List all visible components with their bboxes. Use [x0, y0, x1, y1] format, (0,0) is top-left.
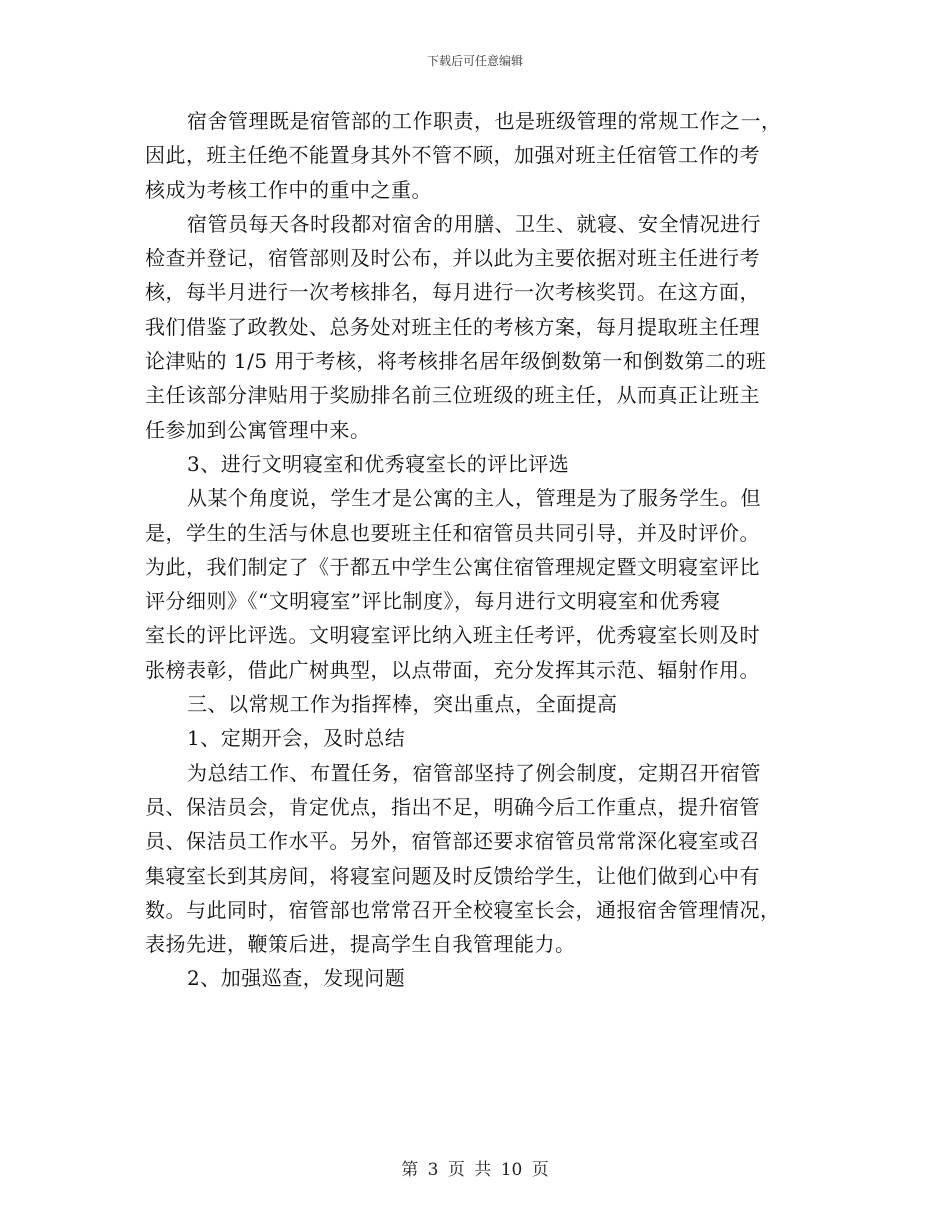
text-line: 任参加到公寓管理中来。 [145, 417, 371, 442]
text-line: 我们借鉴了政教处、总务处对班主任的考核方案，每月提取班主任理 [145, 314, 760, 339]
text-line: 员、保洁员会，肯定优点，指出不足，明确今后工作重点，提升宿管 [145, 794, 760, 819]
text-line: 从某个角度说，学生才是公寓的主人，管理是为了服务学生。但 [187, 486, 761, 511]
text-line: 三、以常规工作为指挥棒，突出重点，全面提高 [187, 692, 618, 717]
text-line: 2、加强巡查，发现问题 [187, 966, 406, 991]
page-header-note: 下载后可任意编辑 [426, 54, 523, 68]
text-line: 检查并登记，宿管部则及时公布，并以此为主要依据对班主任进行考 [145, 246, 760, 271]
document-body [145, 104, 805, 996]
text-line: 表扬先进，鞭策后进，提高学生自我管理能力。 [145, 932, 576, 957]
text-line: 为此，我们制定了《于都五中学生公寓住宿管理规定暨文明寝室评比 [145, 554, 760, 579]
text-line: 员、保洁员工作水平。另外，宿管部还要求宿管员常常深化寝室或召 [145, 829, 760, 854]
text-line: 1、定期开会，及时总结 [187, 726, 406, 751]
text-line: 因此，班主任绝不能置身其外不管不顾，加强对班主任宿管工作的考 [145, 143, 760, 168]
text-line: 张榜表彰，借此广树典型，以点带面，充分发挥其示范、辐射作用。 [145, 657, 760, 682]
text-line: 宿管员每天各时段都对宿舍的用膳、卫生、就寝、安全情况进行 [187, 211, 761, 236]
text-line: 集寝室长到其房间，将寝室问题及时反馈给学生，让他们做到心中有 [145, 863, 760, 888]
text-line: 论津贴的 1/5 用于考核，将考核排名居年级倒数第一和倒数第二的班 [145, 349, 767, 374]
page-number-footer: 第 3 页 共 10 页 [401, 1160, 549, 1180]
text-line: 3、进行文明寝室和优秀寝室长的评比评选 [187, 451, 570, 476]
text-line: 核，每半月进行一次考核排名，每月进行一次考核奖罚。在这方面， [145, 280, 760, 305]
text-line: 核成为考核工作中的重中之重。 [145, 177, 432, 202]
text-line: 评分细则》《“文明寝室”评比制度》，每月进行文明寝室和优秀寝 [145, 589, 721, 614]
text-line: 为总结工作、布置任务，宿管部坚持了例会制度，定期召开宿管 [187, 760, 761, 785]
text-line: 数。与此同时，宿管部也常常召开全校寝室长会，通报宿舍管理情况， [145, 897, 781, 922]
text-line: 宿舍管理既是宿管部的工作职责，也是班级管理的常规工作之一， [187, 109, 782, 133]
text-line: 室长的评比评选。文明寝室评比纳入班主任考评，优秀寝室长则及时 [145, 623, 760, 648]
text-line: 主任该部分津贴用于奖励排名前三位班级的班主任，从而真正让班主 [145, 383, 760, 408]
text-line: 是，学生的生活与休息也要班主任和宿管员共同引导，并及时评价。 [145, 520, 760, 545]
